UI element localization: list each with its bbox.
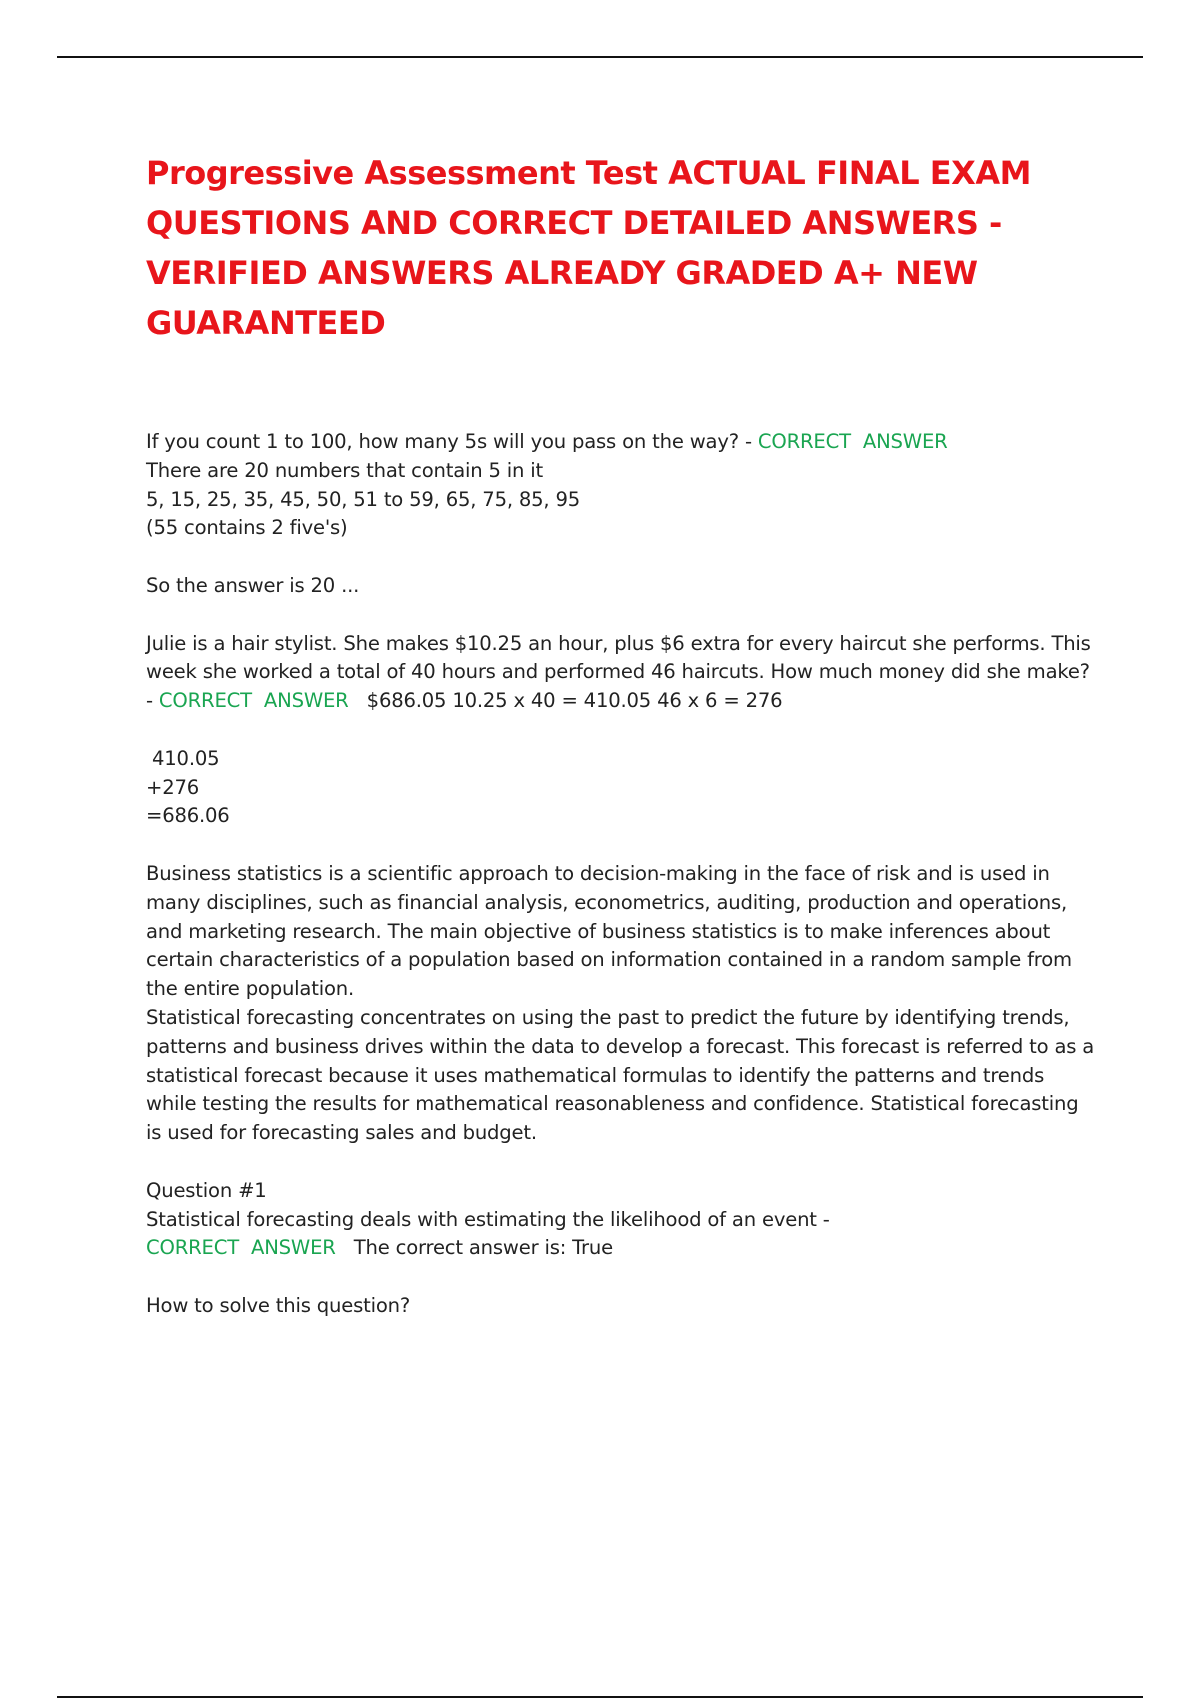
correct-answer-label: CORRECT ANSWER xyxy=(158,689,349,713)
question-number: Question #1 xyxy=(146,1178,267,1202)
work-line: +276 xyxy=(146,775,200,799)
spacer xyxy=(146,831,1096,860)
answer-line: 5, 15, 25, 35, 45, 50, 51 to 59, 65, 75, 85, 95 xyxy=(146,487,581,511)
question-hair-stylist xyxy=(146,630,1096,716)
question-forecasting xyxy=(146,1206,1096,1264)
spacer xyxy=(146,543,1096,572)
question-text: Julie is a hair stylist. She makes $10.25 an hour, plus $6 extra for every haircut she performs. This week she worked a total of 40 hours and performed 46 haircuts. How much money did she make? - xyxy=(146,631,1091,713)
header-rule xyxy=(57,56,1143,58)
correct-answer-label: CORRECT ANSWER xyxy=(146,1236,336,1260)
answer-line: There are 20 numbers that contain 5 in it xyxy=(146,458,544,482)
spacer xyxy=(146,601,1096,630)
question-text: If you count 1 to 100, how many 5s will you pass on the way? - xyxy=(146,430,758,453)
spacer xyxy=(146,716,1096,745)
answer-text: $686.05 10.25 x 40 = 410.05 46 x 6 = 276 xyxy=(348,689,783,713)
answer-conclusion: So the answer is 20 ... xyxy=(146,573,360,597)
answer-line: (55 contains 2 five's) xyxy=(146,516,348,540)
spacer xyxy=(146,1263,1096,1292)
spacer xyxy=(146,1148,1096,1177)
question-count-fives xyxy=(146,428,1096,457)
question-text: Statistical forecasting deals with estimating the likelihood of an event - xyxy=(146,1207,830,1231)
document-title: Progressive Assessment Test ACTUAL FINAL EXAM QUESTIONS AND CORRECT DETAILED ANSWERS - VERIFIED ANSWERS ALREADY GRADED A+ NEW GUARANTEED xyxy=(146,154,1031,342)
document-body xyxy=(146,428,1096,1321)
document-content xyxy=(146,148,1096,1321)
correct-answer-label: CORRECT ANSWER xyxy=(757,430,948,453)
work-line: 410.05 xyxy=(146,746,220,770)
footer-rule xyxy=(57,1696,1143,1698)
paragraph-statistical-forecasting: Statistical forecasting concentrates on using the past to predict the future by identifying trends, patterns and business drives within the data to develop a forecast. This forecast is referred to as a statistical forecast because it uses mathematical formulas to identify the patterns and trends while testing the results for mathematical reasonableness and confidence. Statistical forecasting is used for forecasting sales and budget. xyxy=(146,1005,1095,1145)
work-line: =686.06 xyxy=(146,804,230,828)
followup-question: How to solve this question? xyxy=(146,1293,411,1317)
paragraph-business-statistics: Business statistics is a scientific approach to decision-making in the face of risk and is used in many disciplines, such as financial analysis, econometrics, auditing, production and operations, and marketing research. The main objective of business statistics is to make inferences about certain characteristics of a population based on information contained in a random sample from the entire population. xyxy=(146,861,1072,1001)
answer-text: The correct answer is: True xyxy=(335,1236,613,1260)
